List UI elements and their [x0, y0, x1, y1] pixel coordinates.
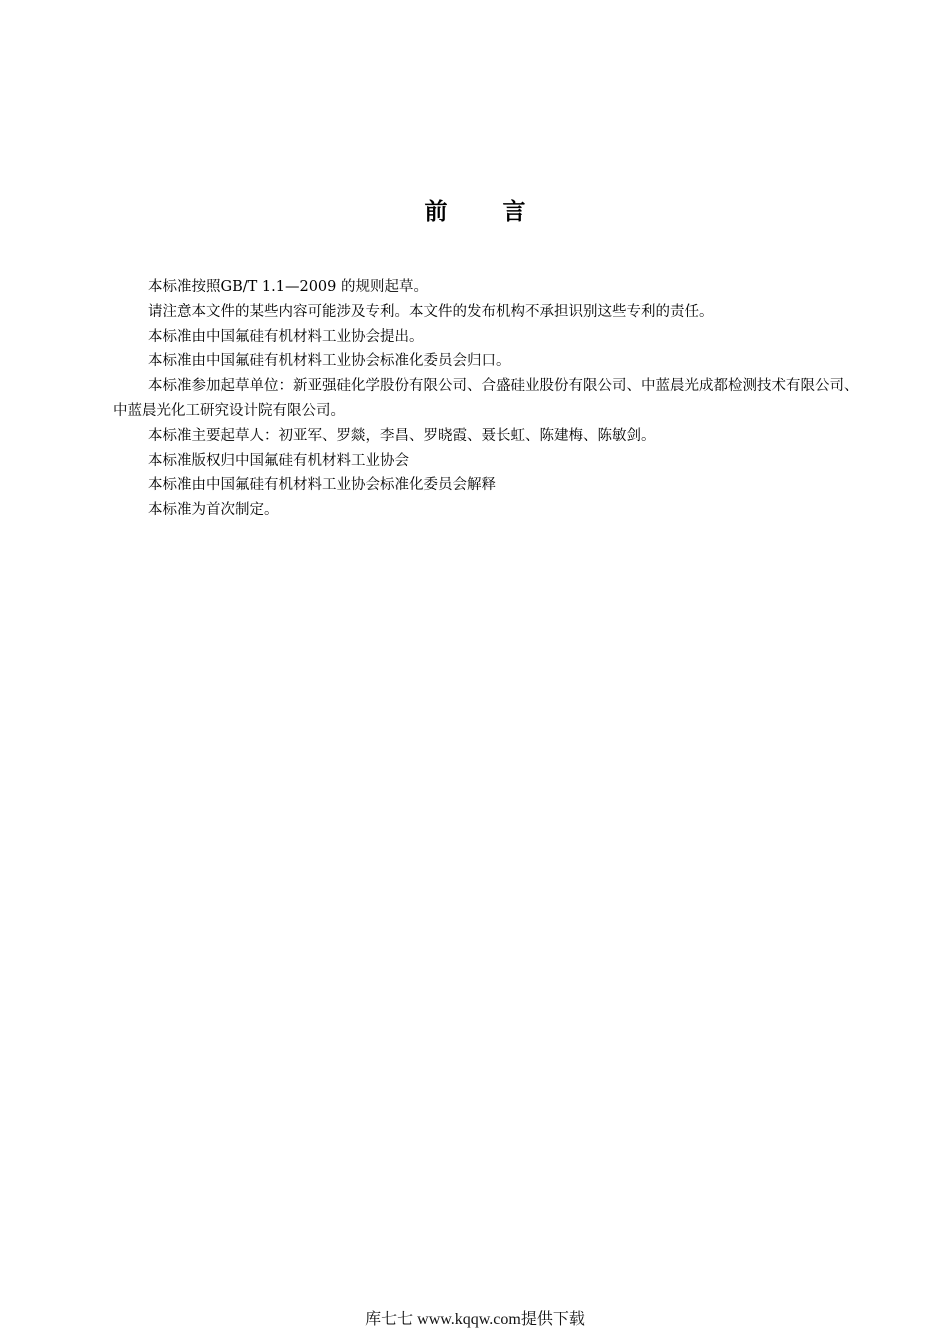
page-title-char-1: 前: [424, 199, 448, 225]
paragraph-patent-notice: 请注意本文件的某些内容可能涉及专利。本文件的发布机构不承担识别这些专利的责任。: [148, 303, 714, 320]
paragraph-drafting-units: 本标准参加起草单位：新亚强硅化学股份有限公司、合盛硅业股份有限公司、中蓝晨光成都检测技术有限公司、中蓝晨光化工研究设计院有限公司。: [113, 378, 859, 419]
foreword-body: [113, 275, 863, 523]
paragraph-copyright: 本标准版权归中国氟硅有机材料工业协会: [148, 452, 409, 469]
paragraph-drafters: 本标准主要起草人：初亚军、罗燚，李昌、罗晓霞、聂长虹、陈建梅、陈敏剑。: [148, 427, 656, 444]
page-title: [0, 193, 950, 226]
footer-download-note: 库七七 www.kqqw.com提供下载: [365, 1311, 585, 1328]
paragraph-interpretation: 本标准由中国氟硅有机材料工业协会标准化委员会解释: [148, 477, 496, 494]
paragraph-drafting-rules: 本标准按照GB/T 1.1—2009 的规则起草。: [148, 279, 428, 295]
paragraph-centralized-by: 本标准由中国氟硅有机材料工业协会标准化委员会归口。: [148, 353, 511, 370]
paragraph-first-edition: 本标准为首次制定。: [148, 502, 279, 519]
paragraph-proposer: 本标准由中国氟硅有机材料工业协会提出。: [148, 328, 424, 345]
page-title-char-2: 言: [502, 199, 526, 225]
